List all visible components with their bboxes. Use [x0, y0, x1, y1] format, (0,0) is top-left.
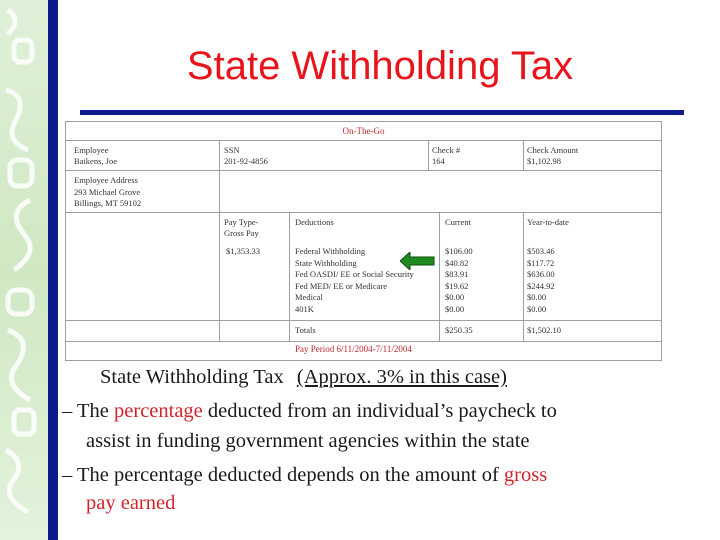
deduction-ytd: $0.00 — [527, 292, 547, 302]
bullet-2-line-1 — [62, 464, 547, 487]
deduction-ytd: $244.92 — [527, 280, 555, 291]
pay-type-label: Pay Type- — [224, 217, 259, 227]
stub-divider — [66, 212, 661, 213]
deduction-current: $40.82 — [445, 257, 469, 268]
stub-divider — [66, 170, 661, 171]
bullet-2-text-a: – The percentage deducted depends on the amount of — [62, 464, 504, 486]
stub-header: On-The-Go — [342, 126, 385, 136]
stub-divider — [219, 140, 220, 170]
employee-name: Baikens, Joe — [74, 156, 117, 166]
deduction-name: 401K — [295, 303, 314, 314]
check-number-label: Check # — [432, 145, 461, 155]
stub-divider — [219, 170, 220, 341]
slide-title: State Withholding Tax — [186, 44, 574, 88]
title-underline — [80, 110, 684, 115]
check-amount-value: $1,102.98 — [527, 156, 561, 166]
decorative-rule — [48, 0, 58, 540]
deduction-ytd: $503.46 — [527, 246, 555, 256]
pay-period: Pay Period 6/11/2004-7/11/2004 — [295, 344, 412, 354]
ssn-value: 201-92-4856 — [224, 156, 268, 166]
totals-ytd: $1,502.10 — [527, 325, 561, 335]
deduction-ytd: $117.72 — [527, 257, 555, 268]
deduction-current: $83.91 — [445, 269, 469, 279]
bullet-1-text-b: deducted from an individual’s paycheck to — [202, 400, 557, 422]
deduction-name: Medical — [295, 292, 323, 302]
address-label: Employee Address — [74, 175, 138, 185]
bullet-1-highlight: percentage — [114, 400, 203, 422]
bullet-1-text-a: – The — [62, 400, 115, 422]
deduction-ytd: $0.00 — [527, 303, 547, 314]
body-heading — [100, 366, 507, 389]
bullet-1-line-2: assist in funding government agencies within the state — [86, 430, 530, 452]
check-number-value: 164 — [432, 156, 445, 166]
stub-divider — [428, 140, 429, 170]
gross-pay-label: Gross Pay — [224, 228, 259, 238]
deductions-label: Deductions — [295, 217, 334, 227]
ytd-label: Year-to-date — [527, 217, 569, 227]
stub-divider — [66, 341, 661, 342]
deduction-ytd: $636.00 — [527, 269, 555, 279]
stub-divider — [66, 320, 661, 321]
employee-label: Employee — [74, 145, 109, 155]
stub-divider — [66, 140, 661, 141]
deduction-name: Fed MED/ EE or Medicare — [295, 280, 388, 291]
deduction-name: State Withholding — [295, 257, 357, 268]
heading-text: State Withholding Tax — [100, 366, 284, 388]
address-line-1: 293 Michael Grove — [74, 187, 141, 197]
check-amount-label: Check Amount — [527, 145, 579, 155]
heading-underlined: (Approx. 3% in this case) — [296, 366, 507, 388]
deduction-name: Fed OASDI/ EE or Social Security — [295, 269, 414, 279]
stub-divider — [289, 212, 290, 341]
totals-current: $250.35 — [445, 325, 473, 335]
bullet-2-line-2: pay earned — [86, 492, 176, 514]
deduction-current: $0.00 — [445, 292, 465, 302]
ssn-label: SSN — [224, 145, 240, 155]
current-label: Current — [445, 217, 471, 227]
deduction-current: $0.00 — [445, 303, 465, 314]
decorative-sidebar — [0, 0, 48, 540]
stub-divider — [439, 212, 440, 341]
left-arrow-icon — [400, 252, 436, 270]
deduction-current: $106.00 — [445, 246, 473, 256]
deduction-current: $19.62 — [445, 280, 469, 291]
gross-pay-value: $1,353.33 — [226, 246, 260, 256]
paycheck-stub — [65, 121, 662, 361]
stub-divider — [523, 140, 524, 170]
bullet-1-line-1 — [62, 400, 557, 423]
address-line-2: Billings, MT 59102 — [74, 198, 142, 208]
totals-label: Totals — [295, 325, 316, 335]
bullet-2-highlight: gross — [503, 464, 548, 486]
deduction-name: Federal Withholding — [295, 246, 366, 256]
stub-divider — [523, 212, 524, 341]
